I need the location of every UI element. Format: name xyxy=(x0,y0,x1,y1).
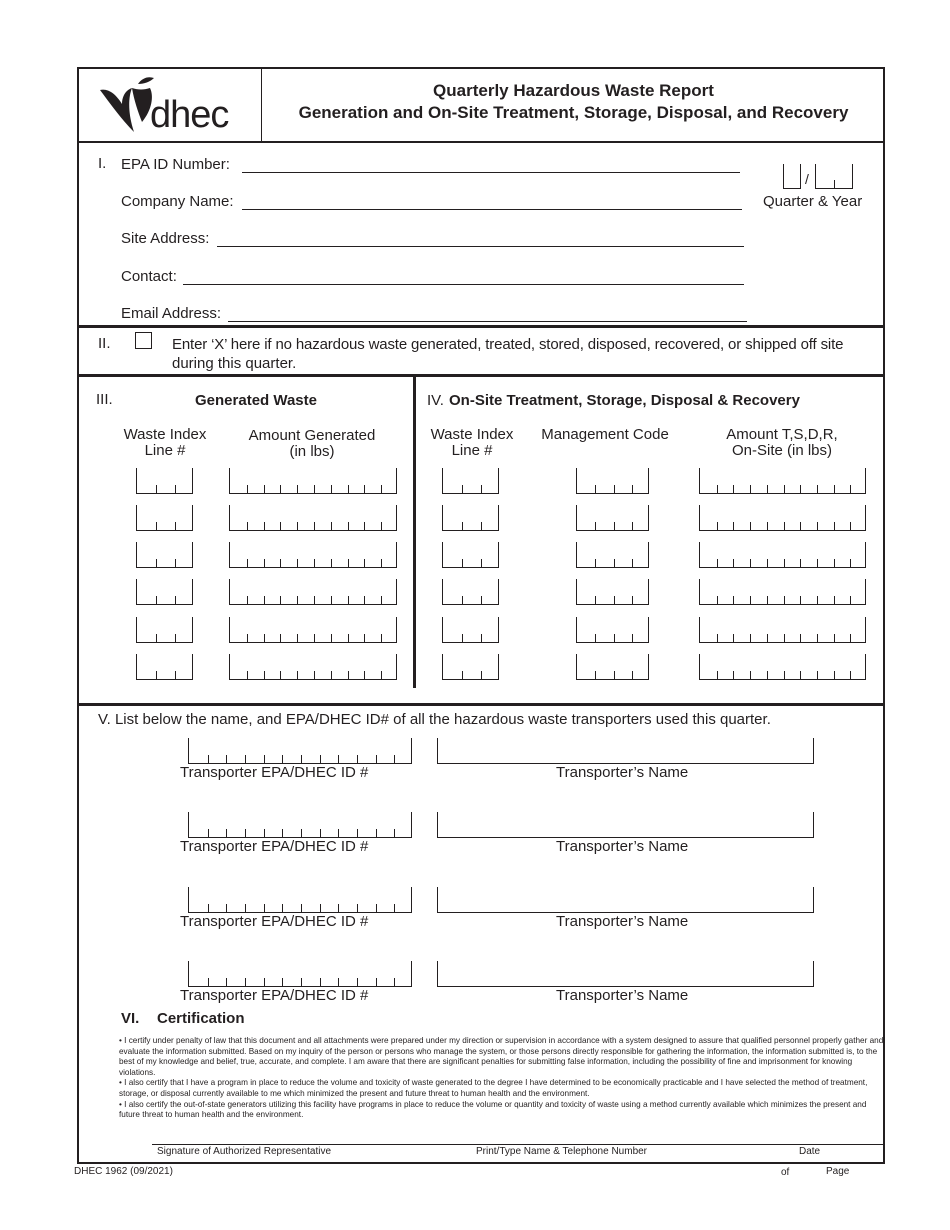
company-name-label: Company Name: xyxy=(121,193,234,210)
page-of-label: of xyxy=(781,1167,790,1178)
year-field[interactable] xyxy=(815,164,853,189)
epa-id-field[interactable] xyxy=(242,172,740,173)
page-label: Page xyxy=(826,1166,850,1177)
management-code-field[interactable] xyxy=(576,579,649,605)
gen-amount-field[interactable] xyxy=(229,542,397,568)
section3-4-divider xyxy=(413,376,416,688)
no-waste-text-line1: Enter ‘X’ here if no hazardous waste generated, treated, stored, disposed, recovered, or shipped off site xyxy=(172,336,844,353)
gen-amount-field[interactable] xyxy=(229,654,397,680)
section1-bottom-rule xyxy=(77,325,885,328)
certification-text xyxy=(119,1036,884,1121)
no-waste-checkbox[interactable] xyxy=(135,332,152,349)
signature-label: Signature of Authorized Representative xyxy=(157,1146,331,1157)
tsdr-waste-index-field[interactable] xyxy=(442,468,499,494)
section4-bottom-rule xyxy=(77,703,885,706)
management-code-field[interactable] xyxy=(576,542,649,568)
gen-amount-field[interactable] xyxy=(229,505,397,531)
transporter-id-field[interactable] xyxy=(188,887,412,913)
tsdr-waste-index-field[interactable] xyxy=(442,505,499,531)
transporter-id-label: Transporter EPA/DHEC ID # xyxy=(180,838,369,855)
date-label: Date xyxy=(799,1146,821,1157)
report-subtitle: Generation and On-Site Treatment, Storage, Disposal, and Recovery xyxy=(298,103,849,122)
tsdr-amount-field[interactable] xyxy=(699,617,866,643)
no-waste-text-line2: during this quarter. xyxy=(172,355,297,372)
transporter-id-label: Transporter EPA/DHEC ID # xyxy=(180,913,369,930)
quarter-year-label: Quarter & Year xyxy=(763,193,863,210)
transporter-id-label: Transporter EPA/DHEC ID # xyxy=(180,987,369,1004)
tsdr-amount-field[interactable] xyxy=(699,579,866,605)
transporter-name-field[interactable] xyxy=(437,961,814,987)
section3-numeral: III. xyxy=(96,391,113,408)
tsdr-col-waste-index-2: Line # xyxy=(451,442,493,459)
logo-wordmark: dhec xyxy=(150,94,229,136)
section5-instructions: V. List below the name, and EPA/DHEC ID# of all the hazardous waste transporters used this quarter. xyxy=(98,711,771,728)
gen-amount-field[interactable] xyxy=(229,468,397,494)
epa-id-label: EPA ID Number: xyxy=(121,156,230,173)
tsdr-waste-index-field[interactable] xyxy=(442,579,499,605)
gen-col-amount-1: Amount Generated xyxy=(248,427,376,444)
email-address-field[interactable] xyxy=(228,321,747,322)
tsdr-waste-index-field[interactable] xyxy=(442,542,499,568)
dhec-logo xyxy=(98,76,248,136)
section4-numeral: IV. xyxy=(427,392,444,409)
quarter-year-slash: / xyxy=(805,171,809,187)
section1-numeral: I. xyxy=(98,155,107,172)
company-name-field[interactable] xyxy=(242,209,742,210)
gen-waste-index-field[interactable] xyxy=(136,579,193,605)
tsdr-col-management-code: Management Code xyxy=(541,426,669,443)
gen-waste-index-field[interactable] xyxy=(136,617,193,643)
tsdr-amount-field[interactable] xyxy=(699,654,866,680)
gen-col-waste-index-2: Line # xyxy=(144,442,186,459)
gen-amount-field[interactable] xyxy=(229,617,397,643)
transporter-name-label: Transporter’s Name xyxy=(556,987,689,1004)
transporter-name-label: Transporter’s Name xyxy=(556,764,689,781)
transporter-name-field[interactable] xyxy=(437,812,814,838)
transporter-id-field[interactable] xyxy=(188,738,412,764)
contact-field[interactable] xyxy=(183,284,744,285)
transporter-name-field[interactable] xyxy=(437,738,814,764)
tsdr-amount-field[interactable] xyxy=(699,542,866,568)
section3-title: Generated Waste xyxy=(195,392,317,409)
tsdr-col-waste-index-1: Waste Index xyxy=(430,426,514,443)
tsdr-amount-field[interactable] xyxy=(699,468,866,494)
transporter-id-field[interactable] xyxy=(188,961,412,987)
certification-para-3: • I also certify the out-of-state generators utilizing this facility have programs in place to reduce the volume or quantity and toxicity of waste using a method currently available which minimizes the present and future threat to human health and the environment. xyxy=(119,1099,867,1120)
contact-label: Contact: xyxy=(121,268,177,285)
section6-numeral: VI. xyxy=(121,1010,140,1027)
tsdr-col-amount-1: Amount T,S,D,R, xyxy=(726,426,838,443)
section2-numeral: II. xyxy=(98,335,111,352)
management-code-field[interactable] xyxy=(576,617,649,643)
section2-bottom-rule xyxy=(77,374,885,377)
tsdr-waste-index-field[interactable] xyxy=(442,654,499,680)
header-bottom-rule xyxy=(77,141,885,143)
section6-title: Certification xyxy=(157,1010,245,1027)
gen-col-amount-2: (in lbs) xyxy=(289,443,335,460)
quarter-field[interactable] xyxy=(783,164,801,189)
transporter-id-label: Transporter EPA/DHEC ID # xyxy=(180,764,369,781)
gen-col-waste-index-1: Waste Index xyxy=(123,426,207,443)
transporter-name-label: Transporter’s Name xyxy=(556,838,689,855)
tsdr-col-amount-2: On-Site (in lbs) xyxy=(731,442,833,459)
site-address-field[interactable] xyxy=(217,246,744,247)
certification-para-2: • I also certify that I have a program in place to reduce the volume and toxicity of waste generated to the degree I have determined to be economically practicable and I have selected the method of treatment, storage, or disposal currently available to me which minimized the present and future threat to human health and the environment. xyxy=(119,1078,868,1098)
print-name-label: Print/Type Name & Telephone Number xyxy=(476,1146,648,1157)
site-address-label: Site Address: xyxy=(121,230,210,247)
transporter-name-label: Transporter’s Name xyxy=(556,913,689,930)
signature-line[interactable] xyxy=(152,1144,885,1145)
form-id: DHEC 1962 (09/2021) xyxy=(74,1166,173,1177)
gen-waste-index-field[interactable] xyxy=(136,505,193,531)
management-code-field[interactable] xyxy=(576,654,649,680)
transporter-name-field[interactable] xyxy=(437,887,814,913)
gen-waste-index-field[interactable] xyxy=(136,654,193,680)
section4-title: On-Site Treatment, Storage, Disposal & Recovery xyxy=(449,392,800,409)
transporter-id-field[interactable] xyxy=(188,812,412,838)
tsdr-waste-index-field[interactable] xyxy=(442,617,499,643)
report-title: Quarterly Hazardous Waste Report xyxy=(433,81,714,100)
gen-waste-index-field[interactable] xyxy=(136,542,193,568)
email-address-label: Email Address: xyxy=(121,305,222,322)
gen-amount-field[interactable] xyxy=(229,579,397,605)
certification-para-1: • I certify under penalty of law that this document and all attachments were prepared under my direction or supervision in accordance with a system designed to assure that qualified personnel properly gather and evaluate the information submitted. Based on my inquiry of the person or persons who manage the system, or those persons directly responsible for gathering the information, the information submitted is, to the best of my knowledge and belief, true, accurate, and complete. I am aware that there are significant penalties for submitting false information, including the possibility of fine and imprisonment for knowing violations. xyxy=(119,1036,884,1077)
management-code-field[interactable] xyxy=(576,468,649,494)
gen-waste-index-field[interactable] xyxy=(136,468,193,494)
tsdr-amount-field[interactable] xyxy=(699,505,866,531)
management-code-field[interactable] xyxy=(576,505,649,531)
